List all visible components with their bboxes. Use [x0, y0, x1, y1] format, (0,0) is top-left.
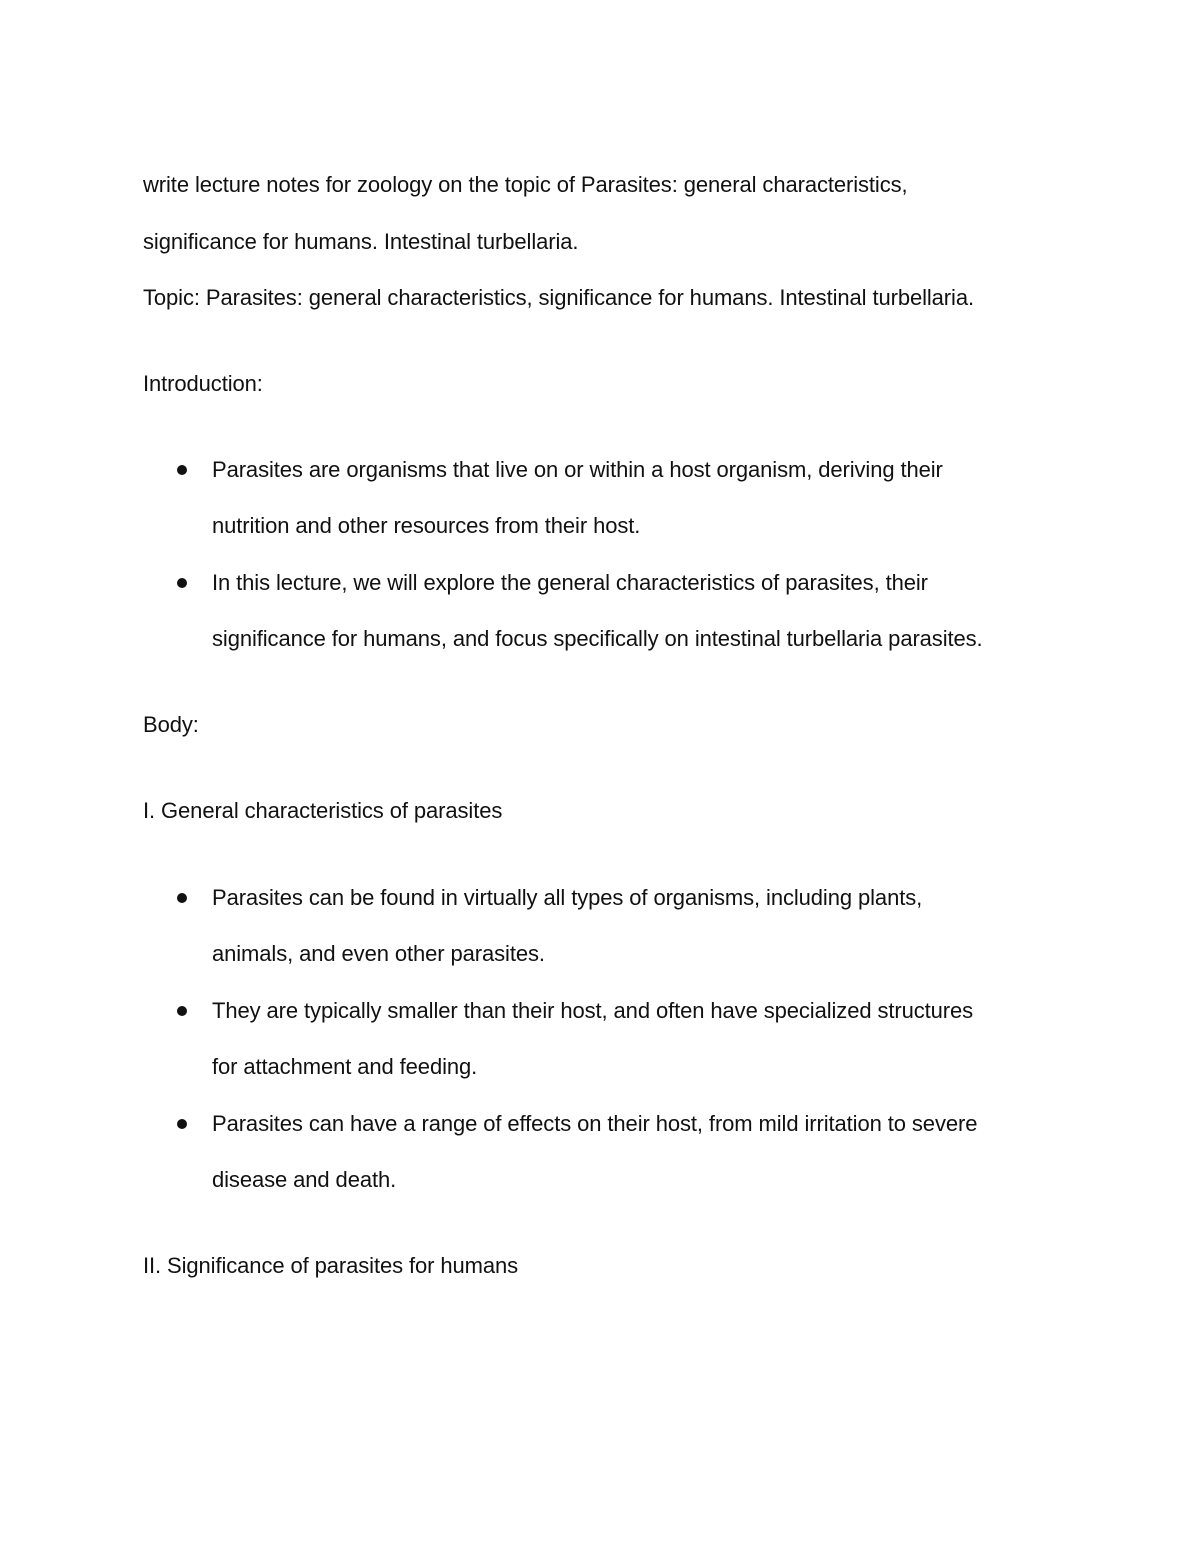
intro-bullet-1-line-2: nutrition and other resources from their host. — [212, 513, 641, 538]
section-1-bullet-1-line-1: Parasites can be found in virtually all types of organisms, including plants, — [212, 885, 923, 910]
introduction-heading: Introduction: — [143, 371, 263, 396]
body-heading: Body: — [143, 712, 199, 737]
section-1-bullet-3-line-2: disease and death. — [212, 1167, 397, 1192]
section-2-heading: II. Significance of parasites for humans — [143, 1253, 519, 1278]
prompt-line-1: write lecture notes for zoology on the topic of Parasites: general characteristics, — [143, 172, 908, 197]
section-1-bullet-2-line-2: for attachment and feeding. — [212, 1054, 478, 1079]
section-1-bullet-3-line-1: Parasites can have a range of effects on their host, from mild irritation to severe — [212, 1111, 978, 1136]
bullet-dot-icon — [177, 578, 187, 588]
prompt-line-2: significance for humans. Intestinal turbellaria. — [143, 229, 579, 254]
bullet-dot-icon — [177, 1119, 187, 1129]
section-1-bullet-1-line-2: animals, and even other parasites. — [212, 941, 545, 966]
section-1-heading: I. General characteristics of parasites — [143, 798, 503, 823]
bullet-dot-icon — [177, 465, 187, 475]
intro-bullet-2-line-1: In this lecture, we will explore the general characteristics of parasites, their — [212, 570, 928, 595]
bullet-dot-icon — [177, 1006, 187, 1016]
intro-bullet-1-line-1: Parasites are organisms that live on or within a host organism, deriving their — [212, 457, 943, 482]
topic-line: Topic: Parasites: general characteristics, significance for humans. Intestinal turbellaria. — [143, 285, 974, 310]
intro-bullet-2-line-2: significance for humans, and focus specifically on intestinal turbellaria parasites. — [212, 626, 983, 651]
bullet-dot-icon — [177, 893, 187, 903]
section-1-bullet-2-line-1: They are typically smaller than their host, and often have specialized structures — [212, 998, 974, 1023]
